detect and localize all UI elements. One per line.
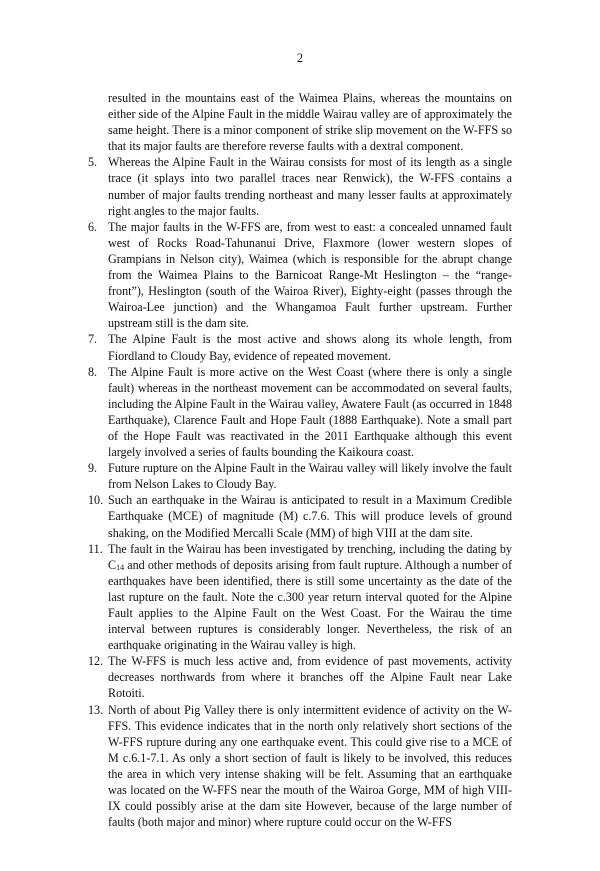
item-text: The major faults in the W-FFS are, from west to east: a concealed unnamed fault west of Rocks Road-Tahunanui Drive, Flaxmore (lower western slopes of Grampians in Nelson city), Waimea (which is responsible for the abrupt change from the Waimea Plains to the Barnicoat Range-Mt Heslington – the “range-front”), Heslington (south of the Wairoa River), Eighty-eight (passes through the Wairoa-Lee junction) and the Whangamoa Fault further upstream. Further upstream still is the dam site. bbox=[108, 219, 512, 331]
item-text-after: and other methods of deposits arising from fault rupture. Although a number of earthquakes have been identified, there is still some uncertainty as the date of the last rupture on the fault. Note the c.300 year return interval quoted for the Alpine Fault applies to the Alpine Fault on the West Coast. For the Wairau the time interval between ruptures is considerably longer. Nevertheless, the risk of an earthquake originating in the Wairau valley is high. bbox=[108, 557, 512, 653]
item-text: The Alpine Fault is the most active and shows along its whole length, from Fiordland to Cloudy Bay, evidence of repeated movement. bbox=[108, 332, 512, 363]
intro-paragraph: resulted in the mountains east of the Waimea Plains, whereas the mountains on either side of the Alpine Fault in the middle Wairau valley are of approximately the same height. There is a minor component of strike slip movement on the W-FFS so that its major faults are therefore reverse faults with a dextral component. bbox=[108, 91, 512, 154]
list-item bbox=[88, 702, 512, 831]
item-number: 8. bbox=[88, 364, 98, 379]
page-number: 2 bbox=[296, 51, 304, 65]
list-item bbox=[88, 492, 512, 540]
item-text: The W-FFS is much less active and, from evidence of past movements, activity decreases northwards from where it branches off the Alpine Fault near Lake Rotoiti. bbox=[108, 654, 512, 701]
item-text: Future rupture on the Alpine Fault in the Wairau valley will likely involve the fault from Nelson Lakes to Cloudy Bay. bbox=[108, 461, 512, 492]
item-number: 5. bbox=[88, 155, 98, 170]
list-item bbox=[88, 653, 512, 701]
numbered-list bbox=[88, 154, 512, 830]
item-text: North of about Pig Valley there is only intermittent evidence of activity on the W-FFS. This evidence indicates that in the north only relatively short sections of the W-FFS rupture during any one earthquake event. This could give rise to a MCE of M c.6.1-7.1. As only a short section of fault is likely to be involved, this reduces the area in which very intense shaking will be felt. Assuming that an earthquake was located on the W-FFS near the mouth of the Wairoa Gorge, MM of high VIII-IX could possibly arise at the dam site However, because of the large number of faults (both major and minor) where rupture could occur on the W-FFS bbox=[108, 702, 512, 830]
item-text-before: The fault in the Wairau has been investigated by trenching, including the dating by C bbox=[108, 541, 512, 572]
list-item bbox=[88, 364, 512, 461]
item-number: 13. bbox=[88, 702, 104, 717]
body-text bbox=[88, 90, 512, 830]
list-item bbox=[88, 219, 512, 332]
item-number: 12. bbox=[88, 654, 104, 669]
list-item bbox=[88, 331, 512, 363]
list-item bbox=[88, 460, 512, 492]
item-text: The Alpine Fault is more active on the West Coast (where there is only a single fault) whereas in the northeast movement can be accommodated on several faults, including the Alpine Fault in the Wairau valley, Awatere Fault (as occurred in 1848 Earthquake), Clarence Fault and Hope Fault (1888 Earthquake). Note a small part of the Hope Fault was reactivated in the 2011 Earthquake although this event largely involved a series of faults bounding the Kaikoura coast. bbox=[108, 364, 512, 460]
item-number: 6. bbox=[88, 219, 98, 234]
item-number: 11. bbox=[88, 541, 103, 556]
list-item bbox=[88, 154, 512, 218]
item-number: 10. bbox=[88, 493, 104, 508]
item-text: Whereas the Alpine Fault in the Wairau consists for most of its length as a single trace (it splays into two parallel traces near Renwick), the W-FFS contains a number of major faults trending northeast and many lesser faults at approximately right angles to the major faults. bbox=[108, 155, 512, 218]
item-number: 9. bbox=[88, 461, 98, 476]
item-text bbox=[108, 542, 512, 653]
item-text: Such an earthquake in the Wairau is anticipated to result in a Maximum Credible Earthquake (MCE) of magnitude (M) c.7.6. This will produce levels of ground shaking, on the Modified Mercalli Scale (MM) of high VIII at the dam site. bbox=[108, 493, 512, 540]
item-number: 7. bbox=[88, 332, 98, 347]
list-item bbox=[88, 541, 512, 654]
subscript-14: 14 bbox=[116, 562, 125, 572]
